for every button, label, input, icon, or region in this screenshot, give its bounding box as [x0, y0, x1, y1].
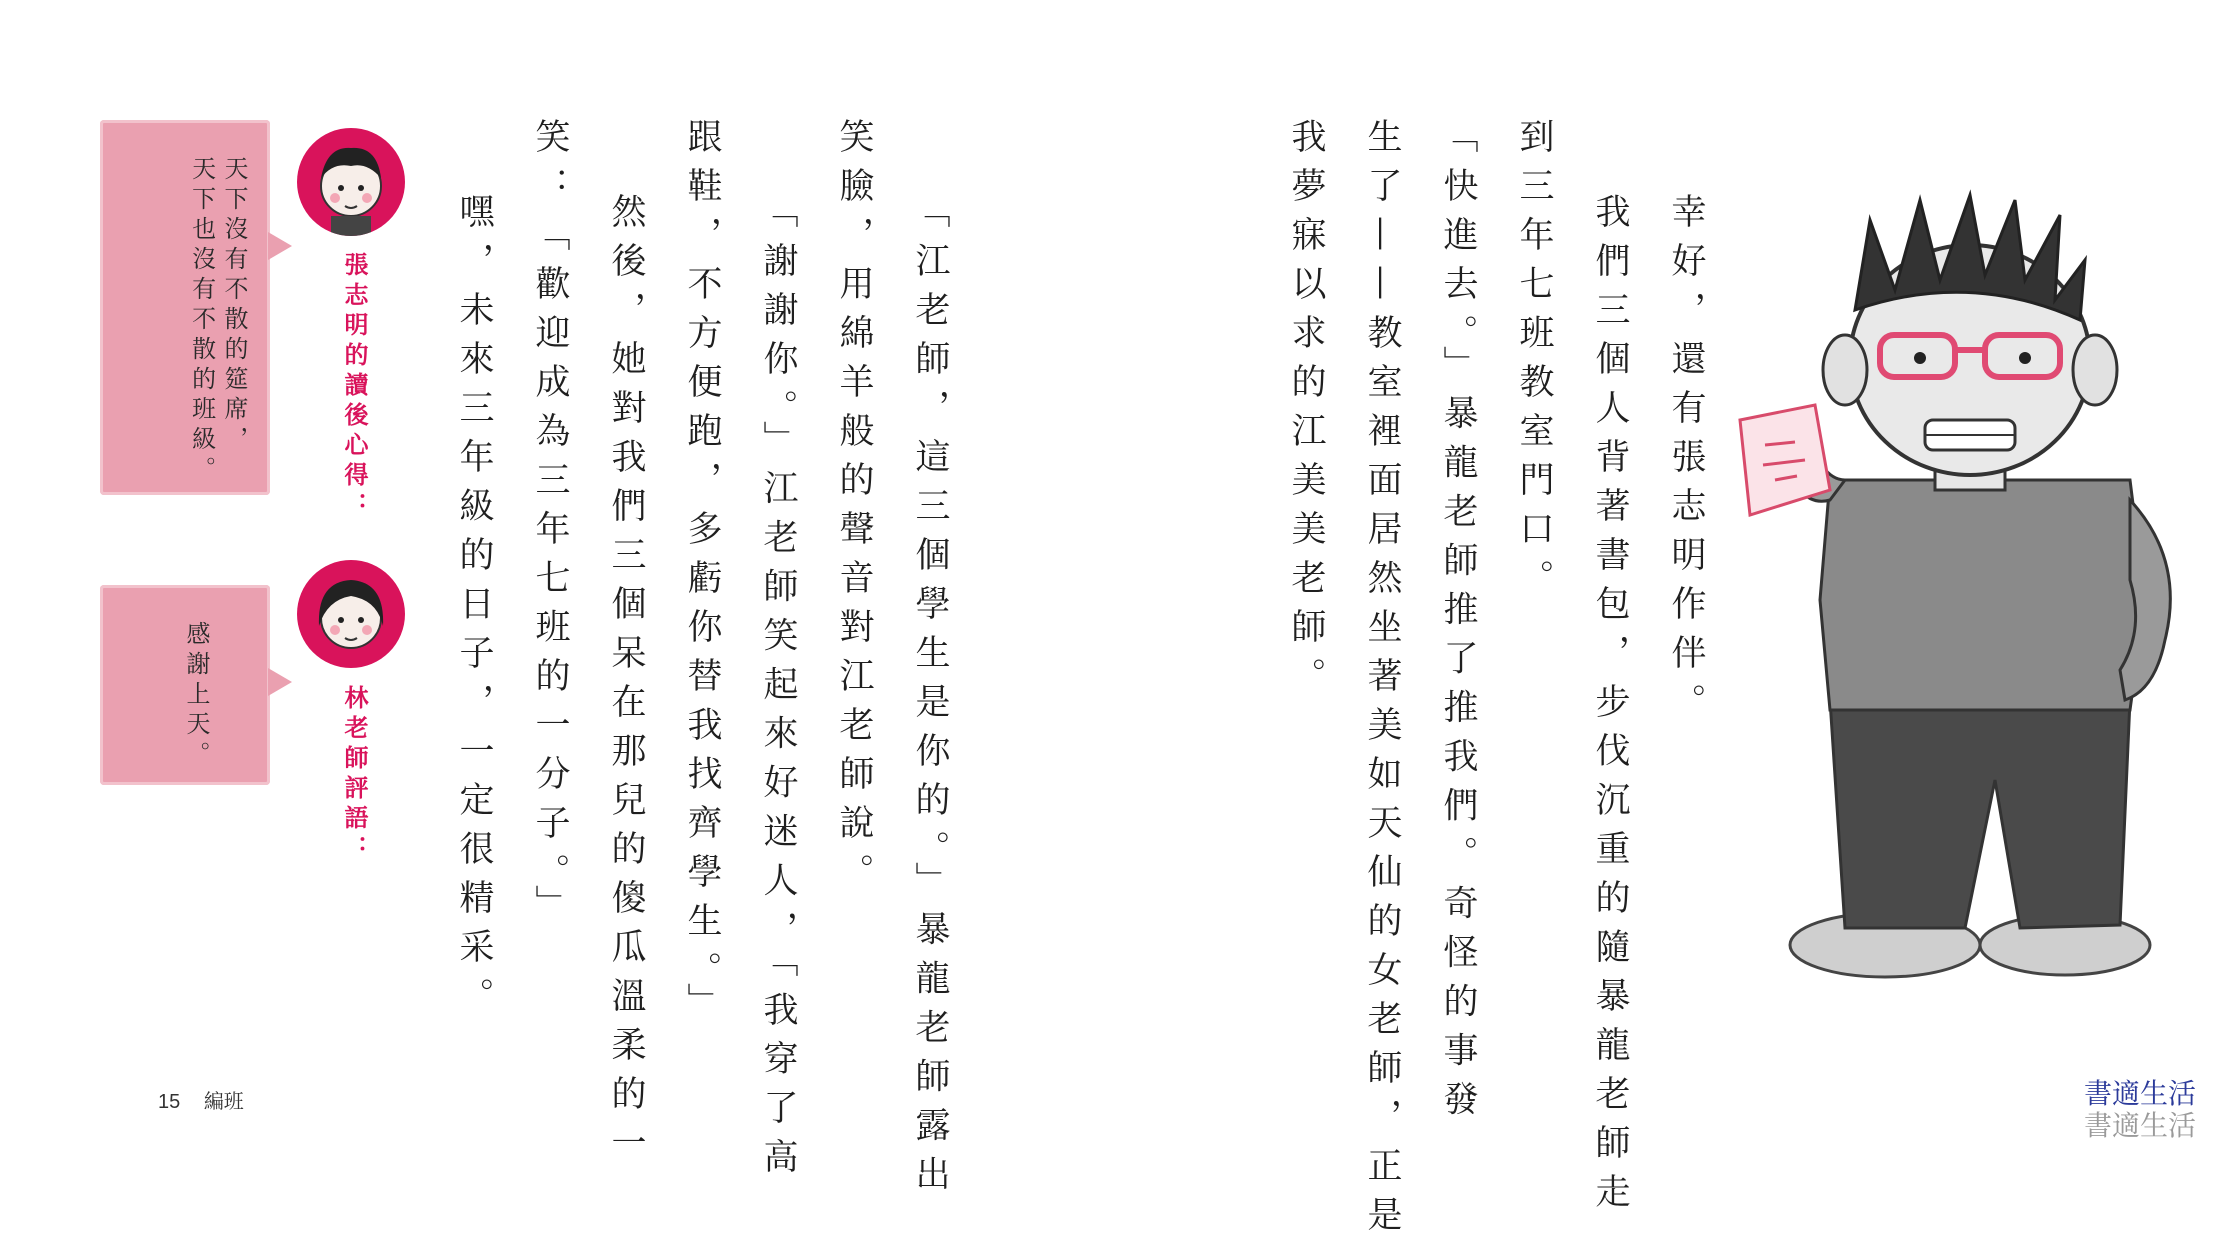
student-comment-tail	[268, 232, 292, 260]
teacher-comment-line-1: 感謝上天。	[182, 621, 210, 771]
girl-avatar-icon	[297, 560, 405, 668]
story-column-1: 幸好，還有張志明作伴。	[1666, 193, 1706, 732]
teacher-illustration	[1735, 180, 2205, 1010]
student-comment-line-1: 天下沒有不散的筵席，	[220, 156, 248, 456]
teacher-comment-text	[180, 621, 212, 771]
boy-avatar-icon	[297, 128, 405, 236]
teacher-comment-tail	[268, 668, 292, 696]
publisher-watermark-shadow: 書適生活	[2083, 1109, 2196, 1142]
story-column-13: 嘿，未來三年級的日子，一定很精采。	[454, 193, 494, 1026]
story-column-12: 笑：「歡迎成為三年七班的一分子。」	[530, 118, 570, 934]
story-column-3: 到三年七班教室門口。	[1514, 118, 1554, 608]
story-column-6: 我夢寐以求的江美美老師。	[1286, 118, 1326, 706]
page-number: 15	[158, 1091, 181, 1113]
teacher-comment-card	[100, 585, 270, 785]
page-footer	[158, 1085, 262, 1114]
student-comment-label: 張志明的讀後心得：	[340, 252, 368, 522]
student-comment-card	[100, 120, 270, 495]
teacher-comment-label: 林老師評語：	[340, 685, 368, 865]
student-comment-text	[185, 156, 250, 486]
story-column-2: 我們三個人背著書包，步伐沉重的隨暴龍老師走	[1590, 193, 1630, 1222]
story-column-8: 笑臉，用綿羊般的聲音對江老師說。	[834, 118, 874, 902]
story-column-9: 「謝謝你。」江老師笑起來好迷人，「我穿了高	[758, 193, 798, 1187]
story-column-7: 「江老師，這三個學生是你的。」暴龍老師露出	[910, 193, 950, 1205]
publisher-watermark: 書適生活	[2083, 1077, 2196, 1110]
story-column-5: 生了——教室裡面居然坐著美如天仙的女老師，正是	[1362, 118, 1402, 1245]
story-column-4: 「快進去。」暴龍老師推了推我們。奇怪的事發	[1438, 118, 1478, 1130]
story-column-11: 然後，她對我們三個呆在那兒的傻瓜溫柔的一	[606, 193, 646, 1173]
story-column-10: 跟鞋，不方便跑，多虧你替我找齊學生。」	[682, 118, 722, 1032]
student-comment-line-2: 天下也沒有不散的班級。	[187, 156, 216, 486]
chapter-title: 編班	[203, 1091, 244, 1113]
